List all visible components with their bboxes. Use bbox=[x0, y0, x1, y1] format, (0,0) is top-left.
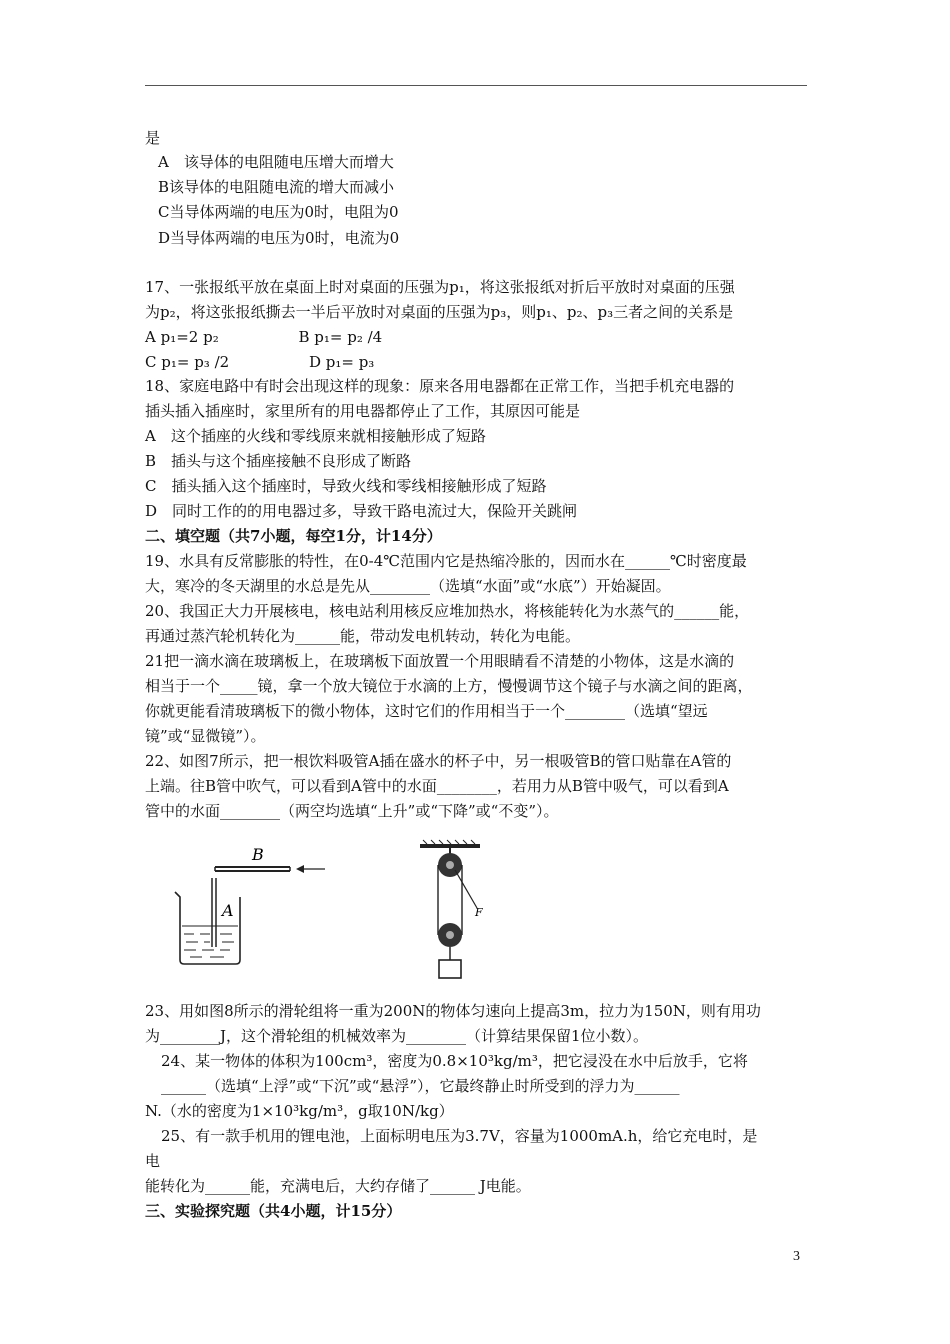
figure-pulley-system bbox=[415, 840, 495, 990]
question-21-cont: 你就更能看清玻璃板下的微小物体，这时它们的作用相当于一个________（选填“望远 bbox=[145, 702, 708, 720]
question-22: 22、如图7所示，把一根饮料吸管A插在盛水的杯子中，另一根吸管B的管口贴靠在A管的 bbox=[145, 752, 732, 770]
option-18-d: D 同时工作的的用电器过多，导致干路电流过大，保险开关跳闸 bbox=[145, 502, 578, 520]
question-24-cont: ______（选填“上浮”或“下沉”或“悬浮”），它最终静止时所受到的浮力为______ bbox=[161, 1077, 680, 1095]
option-b: B该导体的电阻随电流的增大而减小 bbox=[158, 178, 395, 196]
question-25-cont: 能转化为______能，充满电后，大约存储了______ J电能。 bbox=[145, 1177, 531, 1195]
question-18-cont: 插头插入插座时，家里所有的用电器都停止了工作，其原因可能是 bbox=[145, 402, 581, 420]
force-label: F bbox=[475, 906, 483, 919]
option-18-c: C 插头插入这个插座时，导致火线和零线相接触形成了短路 bbox=[145, 477, 547, 495]
option-d: D当导体两端的电压为0时，电流为0 bbox=[158, 229, 400, 247]
option-a: A 该导体的电阻随电压增大而增大 bbox=[158, 153, 394, 171]
question-24: 24、某一物体的体积为100cm³，密度为0.8×10³kg/m³，把它浸没在水中后放手，它将 bbox=[161, 1052, 748, 1070]
question-23-cont: 为________J，这个滑轮组的机械效率为________（计算结果保留1位小数）。 bbox=[145, 1027, 649, 1045]
question-25: 25、有一款手机用的锂电池，上面标明电压为3.7V，容量为1000mA.h，给它充电时，是 bbox=[161, 1127, 758, 1145]
question-24-cont: N.（水的密度为1×10³kg/m³，g取10N/kg） bbox=[145, 1102, 454, 1120]
tube-a-label: A bbox=[222, 901, 234, 920]
question-21: 21把一滴水滴在玻璃板上，在玻璃板下面放置一个用眼睛看不清楚的小物体，这是水滴的 bbox=[145, 652, 735, 670]
figure-straw-beaker bbox=[170, 842, 330, 972]
option-18-b: B 插头与这个插座接触不良形成了断路 bbox=[145, 452, 412, 470]
question-25-cont: 电 bbox=[145, 1152, 161, 1170]
options-17-ab: A p₁=2 p₂ B p₁= p₂ /4 bbox=[145, 328, 383, 346]
page-number: 3 bbox=[793, 1249, 800, 1264]
question-17-cont: 为p₂，将这张报纸撕去一半后平放时对桌面的压强为p₃，则p₁、p₂、p₃三者之间的关系是 bbox=[145, 303, 734, 321]
question-19-cont: 大，寒冷的冬天湖里的水总是先从________（选填“水面”或“水底”）开始凝固。 bbox=[145, 577, 671, 595]
question-17: 17、一张报纸平放在桌面上时对桌面的压强为p₁，将这张报纸对折后平放时对桌面的压强 bbox=[145, 278, 735, 296]
question-20: 20、我国正大力开展核电，核电站利用核反应堆加热水，将核能转化为水蒸气的______能， bbox=[145, 602, 750, 620]
section-heading: 三、实验探究题（共4小题，计15分） bbox=[145, 1202, 402, 1220]
question-19: 19、水具有反常膨胀的特性，在0-4℃范围内它是热缩冷胀的，因而水在______℃时密度最 bbox=[145, 552, 747, 570]
question-22-cont: 管中的水面________（两空均选填“上升”或“下降”或“不变”）。 bbox=[145, 802, 559, 820]
tube-b-label: B bbox=[252, 845, 264, 864]
question-21-cont: 相当于一个_____镜，拿一个放大镜位于水滴的上方，慢慢调节这个镜子与水滴之间的距离， bbox=[145, 677, 753, 695]
question-22-cont: 上端。往B管中吹气，可以看到A管中的水面________，若用力从B管中吸气，可以看到A bbox=[145, 777, 729, 795]
text-line: 是 bbox=[145, 129, 161, 147]
question-18: 18、家庭电路中有时会出现这样的现象：原来各用电器都在正常工作，当把手机充电器的 bbox=[145, 377, 735, 395]
section-heading: 二、填空题（共7小题，每空1分，计14分） bbox=[145, 527, 442, 545]
question-21-cont: 镜”或“显微镜”）。 bbox=[145, 727, 266, 745]
question-23: 23、用如图8所示的滑轮组将一重为200N的物体匀速向上提高3m，拉力为150N，则有用功 bbox=[145, 1002, 761, 1020]
option-c: C当导体两端的电压为0时，电阻为0 bbox=[158, 203, 399, 221]
question-20-cont: 再通过蒸汽轮机转化为______能，带动发电机转动，转化为电能。 bbox=[145, 627, 581, 645]
header-rule bbox=[145, 85, 807, 86]
options-17-cd: C p₁= p₃ /2 D p₁= p₃ bbox=[145, 353, 375, 371]
option-18-a: A 这个插座的火线和零线原来就相接触形成了短路 bbox=[145, 427, 486, 445]
